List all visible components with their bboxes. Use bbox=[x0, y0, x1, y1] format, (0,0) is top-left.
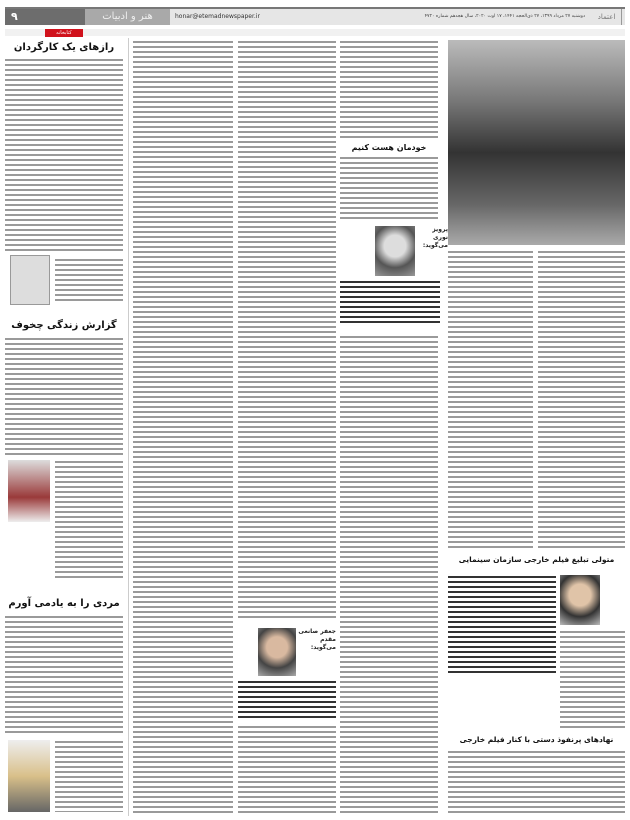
dateline: دوشنبه ۲۷ مرداد ۱۳۹۹، ۲۷ ذی‌الحجه ۱۴۴۱، ۱۷ اوت ۲۰۲۰، سال هجدهم شماره ۴۷۲۰ bbox=[424, 14, 585, 19]
book-cover-image bbox=[8, 460, 50, 522]
email-link[interactable]: honar@etemadnewspaper.ir bbox=[175, 13, 260, 20]
article-body bbox=[133, 40, 233, 815]
article-body bbox=[55, 460, 123, 580]
jafar-sanei-photo bbox=[258, 628, 296, 676]
article-headline: متولی تبلیغ فیلم خارجی سازمان سینمایی bbox=[458, 555, 615, 564]
article-body bbox=[55, 740, 123, 812]
interviewee-photo bbox=[560, 575, 600, 625]
article-body bbox=[560, 630, 625, 730]
article-title: گزارش زندگی چخوف bbox=[11, 320, 117, 331]
subheading: خودمان هست کنیم bbox=[351, 143, 427, 152]
article-title: رازهای یک کارگردان bbox=[13, 42, 115, 53]
book-cover-image bbox=[8, 740, 50, 812]
article-body bbox=[5, 615, 123, 735]
pull-quote: پرویز نوری می‌گوید: bbox=[422, 226, 448, 249]
article-body bbox=[238, 40, 336, 620]
page-number: ۹ bbox=[5, 9, 85, 25]
section-tag: کتابخانه bbox=[45, 29, 83, 37]
column-divider bbox=[128, 38, 129, 816]
article-body bbox=[5, 337, 123, 455]
cinema-queue-photo bbox=[448, 40, 625, 245]
subheader-bar bbox=[5, 29, 625, 36]
article-body bbox=[448, 250, 533, 550]
pull-quote-body bbox=[340, 280, 440, 325]
article-body bbox=[55, 258, 123, 303]
article-body bbox=[238, 725, 336, 815]
newspaper-logo: اعتماد bbox=[592, 9, 622, 25]
article-body bbox=[538, 250, 625, 550]
article-body bbox=[340, 156, 438, 221]
pull-quote: جعفر صانعی مقدم می‌گوید: bbox=[298, 628, 336, 651]
article-headline: نهادهای پرنفوذ دستی با کنار فیلم خارجی bbox=[459, 735, 614, 744]
book-cover-image bbox=[10, 255, 50, 305]
article-body bbox=[5, 58, 123, 253]
article-body bbox=[340, 40, 438, 140]
parviz-nouri-photo bbox=[375, 226, 415, 276]
pull-quote-body bbox=[238, 680, 336, 720]
pull-quote-body bbox=[448, 575, 556, 675]
section-title: هنر و ادبیات bbox=[85, 9, 170, 25]
article-title: مردی را به یادمی آورم bbox=[8, 598, 120, 609]
article-body bbox=[340, 335, 438, 815]
article-body bbox=[448, 750, 625, 815]
